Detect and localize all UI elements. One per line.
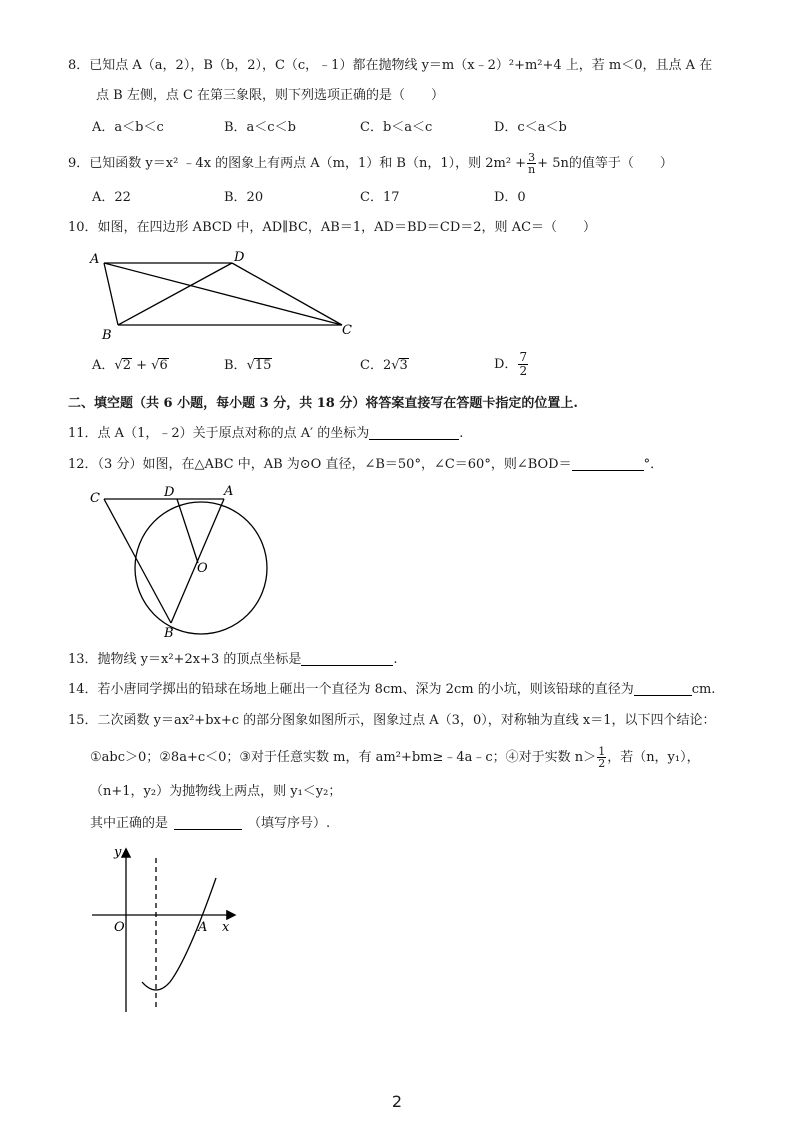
- q11-end: .: [459, 426, 464, 441]
- q12-answer-blank[interactable]: [572, 456, 644, 471]
- q15-fraction: [597, 746, 606, 769]
- q15-parabola-graph: [84, 840, 254, 1020]
- q11-text: [68, 424, 463, 444]
- q10-option-d-fraction: [518, 351, 528, 378]
- q10-option-a-radicand-2: 6: [159, 358, 168, 373]
- q10-option-a-prefix: A．: [92, 358, 115, 373]
- q10-option-d: [494, 350, 529, 380]
- q8-line1: 8．已知点 A（a，2），B（b，2），C（c，﹣1）都在抛物线 y＝m（x﹣2）²+m²+4 上，若 m＜0，且点 A 在: [68, 58, 713, 73]
- q13-prompt: 13．抛物线 y＝x²+2x+3 的顶点坐标是: [68, 652, 302, 667]
- q10-segment-dc: [232, 263, 342, 325]
- q9-option-b: B．20: [224, 190, 264, 205]
- q10-label-b: B: [102, 328, 112, 343]
- q9-option-d: D．0: [494, 190, 526, 205]
- q10-segment-ac: [104, 263, 342, 325]
- q12-segment-cb: [104, 499, 171, 623]
- q10-option-a-plus: +: [131, 358, 152, 373]
- q10-option-a-radicand-1: 2: [122, 358, 131, 373]
- q10-label-d: D: [234, 250, 245, 265]
- q10-segment-bd: [118, 263, 232, 325]
- q8-option-d: D．c＜a＜b: [494, 120, 567, 135]
- q8-option-c: C．b＜a＜c: [360, 120, 433, 135]
- q14-text: [68, 680, 715, 700]
- q10-option-b-radicand: 15: [254, 358, 272, 373]
- q13-text: [68, 650, 398, 670]
- q12-label-c: C: [90, 491, 100, 506]
- q15-line2: [90, 745, 700, 771]
- q10-label-a: A: [90, 252, 100, 267]
- q10-option-c-prefix: C．2: [360, 358, 392, 373]
- q10-option-a: A．√2 + √6: [92, 358, 168, 373]
- q12-label-a: A: [224, 484, 234, 499]
- q15-frac-num: 1: [598, 745, 606, 758]
- q15-label-x: x: [222, 920, 230, 935]
- q15-line4-suffix: （填写序号）.: [248, 816, 331, 831]
- q11-prompt: 11．点 A（1，﹣2）关于原点对称的点 A′ 的坐标为: [68, 426, 370, 441]
- q11-answer-blank[interactable]: [369, 425, 459, 440]
- q12-segment-do: [177, 499, 198, 563]
- q12-circle-figure: [84, 480, 284, 645]
- q15-label-o: O: [114, 920, 125, 935]
- q14-prompt: 14．若小唐同学掷出的铅球在场地上砸出一个直径为 8cm、深为 2cm 的小坑，则该铅球的直径为: [68, 682, 634, 697]
- q15-label-y: y: [114, 845, 122, 860]
- q15-frac-den: 2: [598, 757, 606, 770]
- q15-label-a: A: [198, 920, 208, 935]
- q14-answer-blank[interactable]: [634, 681, 692, 696]
- q10-option-c-radicand: 3: [399, 358, 408, 373]
- q15-line1: 15．二次函数 y＝ax²+bx+c 的部分图象如图所示，图象过点 A（3，0），对称轴为直线 x＝1，以下四个结论：: [68, 713, 716, 728]
- page-number: 2: [391, 1092, 403, 1111]
- q12-prompt: 12．（3 分）如图，在△ABC 中，AB 为⊙O 直径，∠B＝50°，∠C＝60°，则∠BOD＝: [68, 457, 572, 472]
- q10-option-b-prefix: B．: [224, 358, 247, 373]
- q9-suffix: + 5n的值等于（ ）: [537, 156, 673, 171]
- q15-line2-prefix: ①abc＞0；②8a+c＜0；③对于任意实数 m，有 am²+bm≥﹣4a﹣c；④对于实数 n＞: [90, 750, 597, 765]
- q9-fraction: [527, 152, 536, 175]
- q10-option-d-num: 7: [519, 350, 528, 364]
- q9-prefix: 9．已知函数 y＝x² ﹣4x 的图象上有两点 A（m，1）和 B（n，1），则 2m² +: [68, 156, 527, 171]
- q10-option-d-den: 2: [519, 364, 528, 378]
- q15-line2-suffix: ，若（n，y₁），: [607, 750, 700, 765]
- q12-label-b: B: [164, 626, 174, 641]
- q12-end: °．: [643, 457, 664, 472]
- q15-line4: [90, 814, 330, 834]
- q15-answer-blank[interactable]: [174, 815, 242, 830]
- q9-text: [68, 152, 673, 176]
- q12-label-o: O: [197, 561, 208, 576]
- q12-label-d: D: [164, 485, 175, 500]
- q10-label-c: C: [342, 323, 352, 338]
- q10-option-d-prefix: D．: [494, 357, 518, 372]
- q10-text: 10．如图，在四边形 ABCD 中，AD∥BC，AB＝1，AD＝BD＝CD＝2，则 AC＝（ ）: [68, 220, 597, 235]
- q13-answer-blank[interactable]: [301, 651, 393, 666]
- q9-frac-den: n: [528, 163, 536, 176]
- q8-option-b: B．a＜c＜b: [224, 120, 296, 135]
- q8-line2: 点 B 左侧，点 C 在第三象限，则下列选项正确的是（ ）: [96, 88, 445, 103]
- q9-option-a: A．22: [92, 190, 131, 205]
- q9-option-c: C．17: [360, 190, 400, 205]
- q14-end: cm.: [691, 682, 716, 697]
- q10-quadrilateral-figure: [80, 245, 370, 345]
- q13-end: .: [393, 652, 398, 667]
- q15-line3: （n+1，y₂）为抛物线上两点，则 y₁＜y₂；: [90, 784, 342, 799]
- q10-option-b: B．√15: [224, 358, 272, 373]
- q12-text: [68, 455, 663, 475]
- q10-segment-ab: [104, 263, 118, 325]
- q10-option-c: C．2√3: [360, 358, 408, 373]
- section-2-heading: 二、填空题（共 6 小题，每小题 3 分，共 18 分）将答案直接写在答题卡指定的位置上.: [68, 396, 578, 411]
- q15-line4-prefix: 其中正确的是: [90, 816, 169, 831]
- q9-frac-num: 3: [528, 151, 536, 164]
- q8-option-a: A．a＜b＜c: [92, 120, 164, 135]
